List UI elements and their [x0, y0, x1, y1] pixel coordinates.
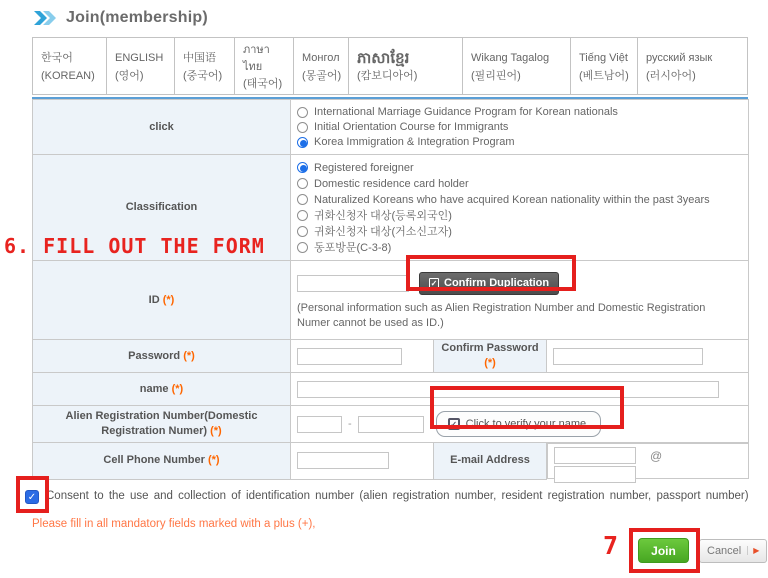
label-cell-phone: Cell Phone Number (*) [33, 443, 291, 480]
confirm-password-input[interactable] [553, 348, 703, 365]
radio-icon [297, 242, 308, 253]
id-input[interactable] [297, 275, 409, 292]
required-mark: (*) [484, 357, 496, 369]
language-korean-label: (필리핀어) [471, 69, 521, 82]
radio-icon [297, 107, 308, 118]
join-form-table [32, 99, 749, 480]
number-separator: - [348, 418, 352, 430]
radio-label: 귀화신청자 대상(등록외국인) [314, 209, 452, 222]
language-tab[interactable] [107, 38, 175, 94]
form-actions [638, 538, 767, 563]
alien-number-first-input[interactable] [297, 416, 342, 433]
language-tab[interactable] [571, 38, 638, 94]
alien-number-second-input[interactable] [358, 416, 424, 433]
id-note: (Personal information such as Alien Registration Number and Domestic Registration Numer cannot be used as ID.) [297, 301, 706, 329]
radio-icon [297, 194, 308, 205]
join-button[interactable]: Join [638, 538, 689, 563]
label-classification: Classification [33, 155, 291, 261]
verify-name-button[interactable]: ✓ Click to verify your name, [436, 411, 601, 437]
password-input[interactable] [297, 348, 402, 365]
radio-option[interactable] [297, 160, 742, 176]
radio-option[interactable] [297, 224, 742, 240]
radio-icon [297, 226, 308, 237]
program-radio-group [297, 105, 742, 150]
join-form [32, 97, 748, 480]
radio-option[interactable] [297, 135, 742, 150]
radio-label: Registered foreigner [314, 161, 414, 174]
radio-option[interactable] [297, 240, 742, 256]
consent-section [24, 488, 760, 506]
confirm-duplication-button[interactable]: ✓ Confirm Duplication [419, 272, 559, 295]
language-korean-label: (태국어) [243, 78, 283, 91]
language-korean-label: (러시아어) [646, 69, 696, 82]
language-korean-label: (캄보디아어) [357, 69, 418, 82]
radio-label: 동포방문(C-3-8) [314, 241, 392, 254]
consent-text: Consent to the use and collection of identification number (alien registration number, resident registration number, passport number) [46, 489, 749, 502]
language-tab[interactable] [638, 38, 747, 94]
language-tab[interactable] [175, 38, 235, 94]
double-chevron-icon [34, 11, 57, 25]
language-korean-label: (몽골어) [302, 69, 342, 82]
label-alien-registration-number: Alien Registration Number(Domestic Registration Numer) (*) [33, 406, 291, 443]
at-sign: @ [650, 448, 663, 463]
radio-label: Domestic residence card holder [314, 177, 469, 190]
label-email-address: E-mail Address [434, 443, 547, 480]
mandatory-fields-notice: Please fill in all mandatory fields marked with a plus (+), [32, 518, 316, 530]
annotation-step6-text: 6. FILL OUT THE FORM [4, 234, 265, 258]
radio-option[interactable] [297, 120, 742, 135]
language-tabs [32, 37, 748, 95]
page-header [34, 8, 748, 28]
email-domain-input[interactable] [554, 466, 636, 483]
radio-icon [297, 122, 308, 133]
required-mark: (*) [183, 349, 195, 362]
radio-label: Naturalized Koreans who have acquired Korean nationality within the past 3years [314, 193, 710, 206]
language-korean-label: (KOREAN) [41, 69, 95, 82]
radio-option[interactable] [297, 105, 742, 120]
radio-label: Initial Orientation Course for Immigrants [314, 120, 509, 133]
language-native-label: ภาษาไทย [243, 43, 270, 73]
language-korean-label: (베트남어) [579, 69, 629, 82]
checkbox-glyph-icon: ✓ [448, 418, 460, 430]
consent-checkbox[interactable]: ✓ [25, 490, 39, 504]
label-name: name (*) [33, 373, 291, 406]
language-native-label: ENGLISH [115, 52, 164, 65]
language-native-label: русский язык [646, 52, 713, 65]
cancel-arrow-icon: ▶ [747, 546, 759, 555]
classification-radio-group [297, 160, 742, 256]
page-title: Join(membership) [66, 9, 208, 26]
language-tab[interactable] [463, 38, 571, 94]
content-area [27, 8, 749, 530]
radio-label: International Marriage Guidance Program for Korean nationals [314, 105, 618, 118]
language-native-label: Wikang Tagalog [471, 52, 550, 65]
email-local-input[interactable] [554, 447, 636, 464]
radio-icon [297, 162, 308, 173]
language-korean-label: (영어) [115, 69, 144, 82]
radio-option[interactable] [297, 176, 742, 192]
language-tab[interactable] [33, 38, 107, 94]
radio-option[interactable] [297, 192, 742, 208]
cell-phone-input[interactable] [297, 452, 389, 469]
language-native-label: Монгол [302, 52, 340, 65]
required-mark: (*) [162, 293, 175, 306]
radio-label: 귀화신청자 대상(거소신고자) [314, 225, 452, 238]
annotation-step7-text: 7 [603, 531, 619, 560]
required-mark: (*) [207, 454, 220, 467]
label-confirm-password: Confirm Password (*) [434, 340, 547, 373]
radio-option[interactable] [297, 208, 742, 224]
radio-icon [297, 210, 308, 221]
checkbox-glyph-icon: ✓ [430, 279, 438, 288]
language-korean-label: (중국어) [183, 69, 223, 82]
language-native-label: Tiếng Việt [579, 52, 628, 65]
language-tab[interactable] [294, 38, 349, 94]
language-native-label: 한국어 [41, 52, 73, 65]
radio-label: Korea Immigration & Integration Program [314, 135, 515, 148]
language-tab[interactable] [349, 38, 463, 94]
name-input[interactable] [297, 381, 719, 398]
language-native-label: ភាសាខ្មែរ [357, 49, 410, 67]
label-password: Password (*) [33, 340, 291, 373]
radio-icon [297, 137, 308, 148]
language-tab[interactable] [235, 38, 294, 94]
required-mark: (*) [210, 425, 222, 437]
radio-icon [297, 178, 308, 189]
language-native-label: 中国语 [183, 52, 216, 65]
required-mark: (*) [171, 382, 184, 395]
label-click: click [33, 100, 291, 155]
cancel-button[interactable]: Cancel ▶ [699, 539, 767, 563]
label-id: ID (*) [33, 261, 291, 340]
